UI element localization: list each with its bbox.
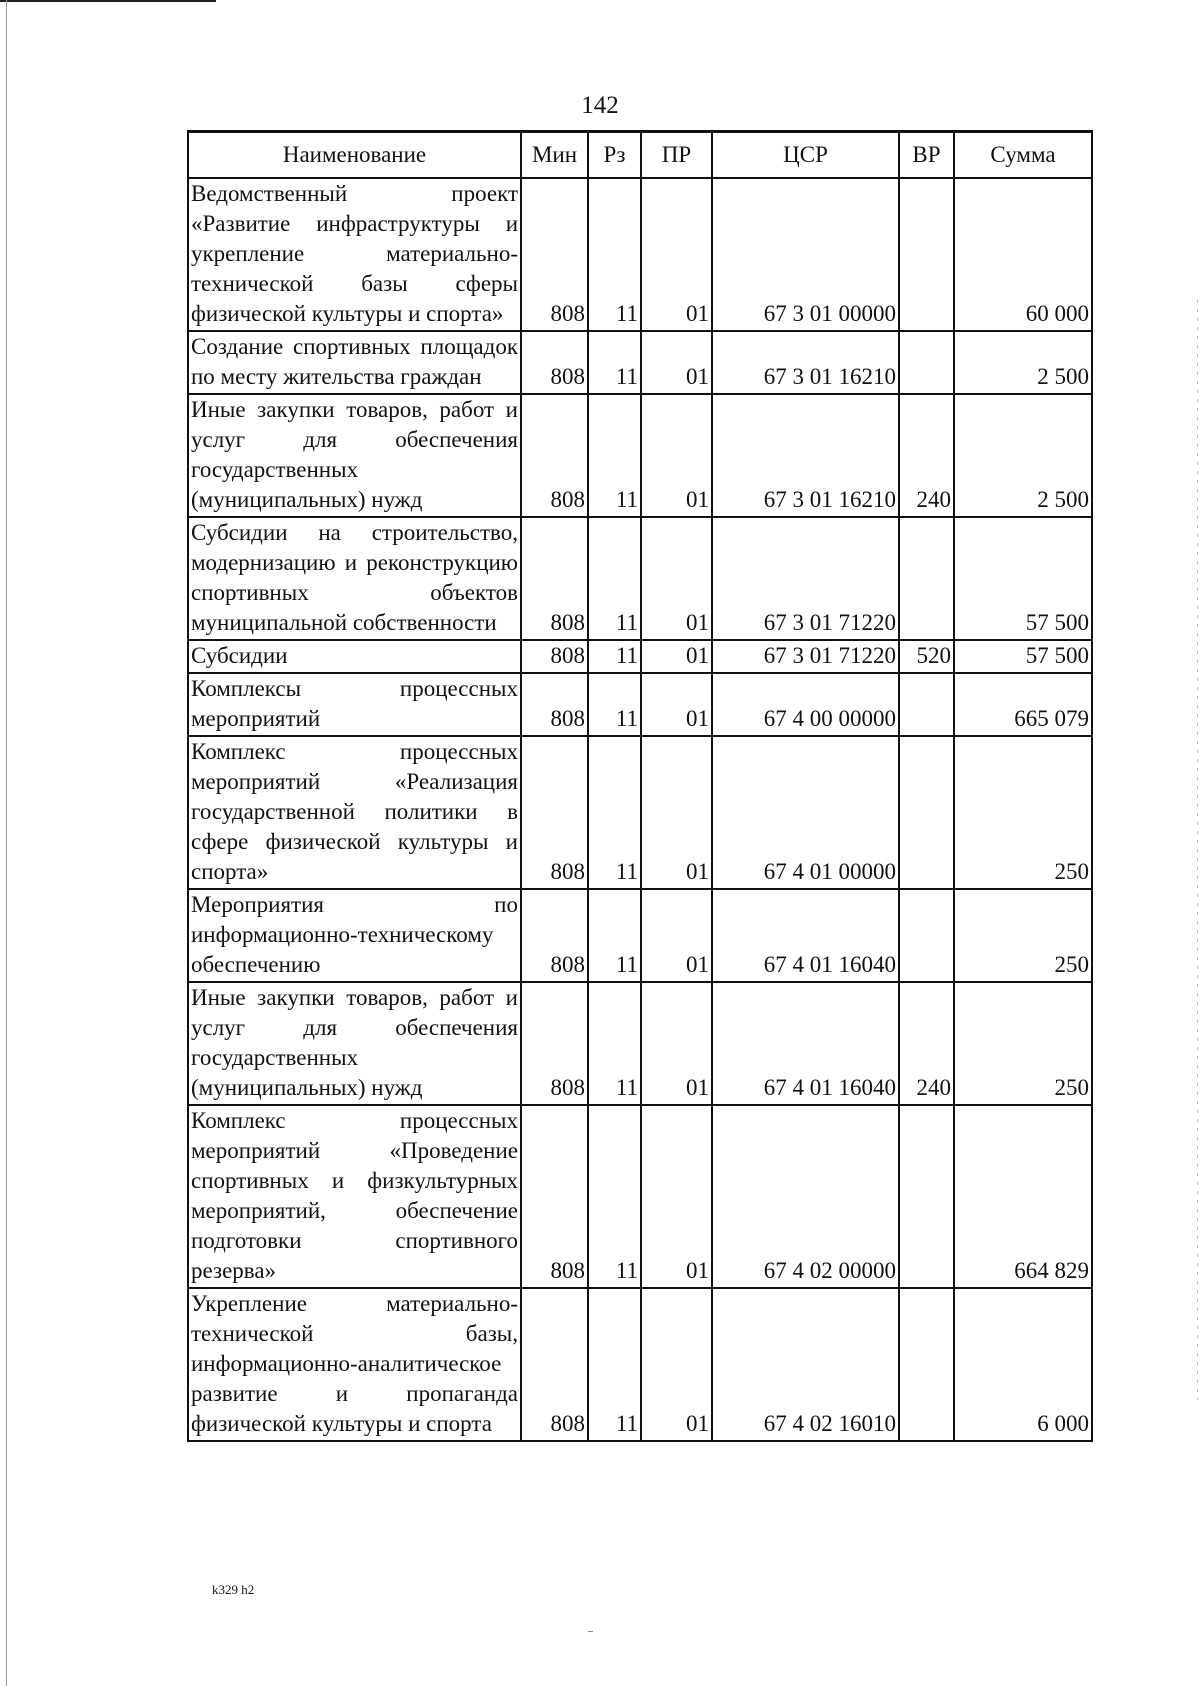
cell-name: Мероприятия по информационно-техническому обеспечению (188, 889, 521, 982)
cell-name: Комплексы процессных мероприятий (188, 673, 521, 736)
cell-pr: 01 (641, 178, 712, 331)
header-row (188, 132, 1092, 179)
cell-name: Субсидии на строительство, модернизацию и реконструкцию спортивных объектов муниципальной собственности (188, 517, 521, 640)
cell-pr: 01 (641, 736, 712, 889)
cell-rz: 11 (588, 1288, 641, 1441)
table-row (188, 889, 1092, 982)
cell-csr: 67 4 01 16040 (712, 889, 899, 982)
cell-csr: 67 3 01 71220 (712, 517, 899, 640)
cell-rz: 11 (588, 517, 641, 640)
header-csr: ЦСР (712, 132, 899, 179)
cell-min: 808 (521, 1288, 588, 1441)
cell-sum: 57 500 (954, 640, 1092, 673)
cell-sum: 664 829 (954, 1105, 1092, 1288)
cell-sum: 6 000 (954, 1288, 1092, 1441)
cell-csr: 67 4 02 00000 (712, 1105, 899, 1288)
table-row (188, 517, 1092, 640)
scan-edge-left (6, 0, 7, 1686)
cell-pr: 01 (641, 331, 712, 394)
table-row (188, 640, 1092, 673)
cell-min: 808 (521, 673, 588, 736)
cell-min: 808 (521, 889, 588, 982)
header-min: Мин (521, 132, 588, 179)
cell-sum: 60 000 (954, 178, 1092, 331)
cell-sum: 665 079 (954, 673, 1092, 736)
cell-csr: 67 4 00 00000 (712, 673, 899, 736)
cell-vr (899, 736, 954, 889)
cell-min: 808 (521, 640, 588, 673)
scan-edge-right (1197, 300, 1198, 1400)
cell-csr: 67 3 01 00000 (712, 178, 899, 331)
cell-sum: 57 500 (954, 517, 1092, 640)
scan-border-top (0, 0, 216, 2)
cell-sum: 250 (954, 889, 1092, 982)
cell-rz: 11 (588, 178, 641, 331)
cell-name: Иные закупки товаров, работ и услуг для обеспечения государственных (муниципальных) нужд (188, 982, 521, 1105)
cell-rz: 11 (588, 889, 641, 982)
header-sum: Сумма (954, 132, 1092, 179)
footer-code: k329 h2 (212, 1582, 255, 1597)
cell-rz: 11 (588, 640, 641, 673)
cell-csr: 67 4 01 16040 (712, 982, 899, 1105)
table-row (188, 673, 1092, 736)
cell-rz: 11 (588, 673, 641, 736)
cell-vr (899, 889, 954, 982)
cell-rz: 11 (588, 1105, 641, 1288)
cell-vr (899, 331, 954, 394)
cell-vr (899, 1105, 954, 1288)
cell-csr: 67 4 01 00000 (712, 736, 899, 889)
cell-vr (899, 178, 954, 331)
cell-rz: 11 (588, 394, 641, 517)
header-pr: ПР (641, 132, 712, 179)
cell-vr: 520 (899, 640, 954, 673)
cell-min: 808 (521, 331, 588, 394)
cell-sum: 250 (954, 982, 1092, 1105)
cell-min: 808 (521, 517, 588, 640)
cell-csr: 67 3 01 71220 (712, 640, 899, 673)
cell-min: 808 (521, 982, 588, 1105)
cell-vr (899, 1288, 954, 1441)
cell-name: Укрепление материально-технической базы, информационно-аналитическое развитие и пропаганда физической культуры и спорта (188, 1288, 521, 1441)
cell-csr: 67 4 02 16010 (712, 1288, 899, 1441)
cell-pr: 01 (641, 394, 712, 517)
table-row (188, 331, 1092, 394)
table-row (188, 982, 1092, 1105)
table-row (188, 736, 1092, 889)
cell-pr: 01 (641, 1105, 712, 1288)
cell-sum: 2 500 (954, 394, 1092, 517)
header-vr: ВР (899, 132, 954, 179)
cell-pr: 01 (641, 640, 712, 673)
cell-csr: 67 3 01 16210 (712, 394, 899, 517)
cell-name: Комплекс процессных мероприятий «Реализация государственной политики в сфере физической культуры и спорта» (188, 736, 521, 889)
cell-sum: 2 500 (954, 331, 1092, 394)
cell-name: Комплекс процессных мероприятий «Проведение спортивных и физкультурных мероприятий, обеспечение подготовки спортивного резерва» (188, 1105, 521, 1288)
table-header (188, 132, 1092, 179)
cell-rz: 11 (588, 982, 641, 1105)
page-number: 142 (581, 92, 619, 119)
cell-vr: 240 (899, 394, 954, 517)
cell-min: 808 (521, 1105, 588, 1288)
cell-pr: 01 (641, 982, 712, 1105)
table-row (188, 1288, 1092, 1441)
table-row (188, 178, 1092, 331)
header-rz: Рз (588, 132, 641, 179)
table-row (188, 1105, 1092, 1288)
cell-sum: 250 (954, 736, 1092, 889)
cell-min: 808 (521, 736, 588, 889)
cell-name: Иные закупки товаров, работ и услуг для обеспечения государственных (муниципальных) нужд (188, 394, 521, 517)
cell-pr: 01 (641, 673, 712, 736)
cell-name: Ведомственный проект «Развитие инфраструктуры и укрепление материально-технической базы сферы физической культуры и спорта» (188, 178, 521, 331)
cell-vr: 240 (899, 982, 954, 1105)
cell-vr (899, 673, 954, 736)
cell-pr: 01 (641, 1288, 712, 1441)
budget-table (187, 130, 1093, 1442)
header-name: Наименование (188, 132, 521, 179)
cell-name: Субсидии (188, 640, 521, 673)
table-row (188, 394, 1092, 517)
table-body (188, 178, 1092, 1441)
cell-min: 808 (521, 394, 588, 517)
cell-csr: 67 3 01 16210 (712, 331, 899, 394)
cell-pr: 01 (641, 517, 712, 640)
scan-speck (588, 1631, 593, 1632)
cell-rz: 11 (588, 736, 641, 889)
cell-min: 808 (521, 178, 588, 331)
cell-pr: 01 (641, 889, 712, 982)
cell-vr (899, 517, 954, 640)
cell-rz: 11 (588, 331, 641, 394)
cell-name: Создание спортивных площадок по месту жительства граждан (188, 331, 521, 394)
